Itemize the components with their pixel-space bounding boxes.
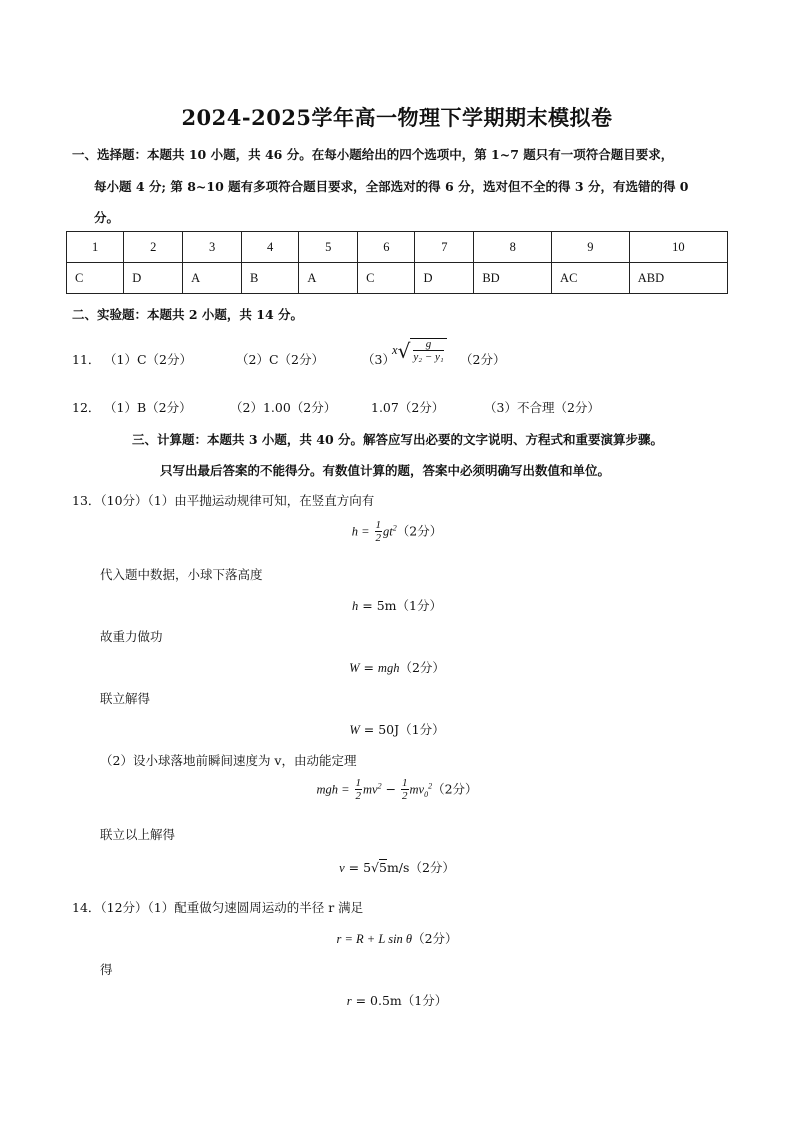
q14-eq2-value: = 0.5m [351, 993, 402, 1008]
answer-cell: BD [474, 263, 552, 294]
question-number-cell: 2 [124, 232, 183, 263]
answer-table-answer-row [67, 263, 728, 294]
sqrt-symbol: √ [371, 860, 379, 875]
answer-cell: B [242, 263, 299, 294]
section1-line3: 分。 [94, 210, 120, 225]
q13-heading: 13．（10分）（1）由平抛运动规律可知，在竖直方向有 [72, 493, 375, 508]
section1-line2: 每小题 4 分; 第 8~10 题有多项符合题目要求，全部选对的得 6 分，选对但不全的得 3 分，有选错的得 0 [94, 179, 689, 194]
answer-cell: C [358, 263, 415, 294]
answer-cell: A [299, 263, 358, 294]
q13-eq5-term2: mv [409, 782, 425, 797]
q13-eq4-var: W [349, 723, 360, 737]
q13-eq3-equals: = [359, 660, 378, 675]
q13-eq2 [0, 596, 794, 614]
q13-eq6-radicand: 5 [379, 860, 387, 875]
q13-text5: 联立以上解得 [100, 827, 176, 842]
q14-heading: 14．（12分）（1）配重做匀速圆周运动的半径 r 满足 [72, 900, 364, 915]
q11-formula-numerator: g [413, 339, 443, 351]
q12-part1: （1）B（2分） [104, 400, 192, 415]
q13-eq5-num1: 1 [355, 777, 362, 789]
q12-part3: （3）不合理（2分） [484, 400, 600, 415]
q13-eq1-right: gt [383, 524, 393, 539]
question-number-cell: 10 [629, 232, 727, 263]
q14-eq1-score: （2分） [412, 931, 458, 946]
q11-part1: （1）C（2分） [104, 352, 192, 367]
page-title: 2024-2025学年高一物理下学期期末模拟卷 [181, 105, 613, 130]
question-number-cell: 9 [552, 232, 630, 263]
question-number-cell: 3 [183, 232, 242, 263]
q13-eq3-expr: mgh [377, 661, 400, 675]
question-number-cell: 1 [67, 232, 124, 263]
q13-eq6-score: （2分） [409, 860, 455, 875]
q13-eq4-value: = 50J [359, 722, 400, 737]
section2-heading: 二、实验题：本题共 2 小题，共 14 分。 [72, 307, 304, 322]
answer-cell: D [415, 263, 474, 294]
q13-eq1-numerator: 1 [375, 519, 382, 531]
q11-formula-sqrt: √ $\frac{g}{\text{y₂ − y₁}}$ [398, 338, 447, 363]
q13-eq3 [0, 658, 794, 676]
q13-text3: 联立解得 [100, 691, 151, 706]
q13-eq1-exponent: 2 [392, 523, 397, 533]
q14-text1: 得 [100, 962, 113, 977]
q12-number: 12． [72, 400, 101, 415]
q13-eq5-num2: 1 [402, 777, 408, 789]
q13-eq5-minus: − [381, 781, 401, 797]
answer-cell: A [183, 263, 242, 294]
q13-eq5-exp2: 2 [428, 781, 433, 791]
q12-part2b: 1.07（2分） [371, 400, 445, 415]
section1-line1: 一、选择题：本题共 10 小题，共 46 分。在每小题给出的四个选项中，第 1~7 题只有一项符合题目要求， [72, 147, 674, 162]
question-number-cell: 6 [358, 232, 415, 263]
q13-eq1-left: h = [351, 524, 370, 539]
q13-eq5-exp1: 2 [377, 781, 382, 791]
answer-cell: C [67, 263, 124, 294]
answer-cell: D [124, 263, 183, 294]
q13-text1: 代入题中数据，小球下落高度 [100, 567, 263, 582]
question-number-cell: 5 [299, 232, 358, 263]
q13-eq5-sub2: 0 [424, 790, 429, 799]
q13-text2: 故重力做功 [100, 629, 163, 644]
q11-part3-score: （2分） [460, 352, 506, 367]
q14-eq2-var: r [346, 994, 352, 1008]
q13-eq6-var: v [339, 861, 345, 875]
answer-cell: AC [552, 263, 630, 294]
q11-formula [392, 338, 447, 363]
q14-eq1 [0, 929, 794, 947]
q14-eq2 [0, 991, 794, 1009]
q11-part2: （2）C（2分） [236, 352, 324, 367]
q13-eq1 [0, 520, 794, 544]
q13-eq1-score: （2分） [396, 523, 443, 539]
q13-eq6 [0, 858, 794, 876]
q13-eq5 [0, 778, 794, 802]
q13-eq5-term1: mv [363, 782, 378, 797]
q13-eq5-den1: 2 [355, 790, 362, 802]
q13-eq2-score: （1分） [396, 598, 442, 613]
question-number-cell: 4 [242, 232, 299, 263]
question-number-cell: 7 [415, 232, 474, 263]
section3-line1: 三、计算题：本题共 3 小题，共 40 分。解答应写出必要的文字说明、方程式和重要演算步骤。 [132, 432, 664, 447]
section3-line2: 只写出最后答案的不能得分。有数值计算的题，答案中必须明确写出数值和单位。 [160, 463, 611, 478]
q13-eq6-coef: = 5 [344, 860, 372, 875]
q12-part2: （2）1.00（2分） [230, 400, 337, 415]
q13-eq3-score: （2分） [399, 660, 445, 675]
q11-number: 11． [72, 352, 101, 367]
q14-eq1-var: r [336, 932, 342, 946]
q13-eq4 [0, 720, 794, 738]
q13-text4: （2）设小球落地前瞬间速度为 v，由动能定理 [100, 753, 357, 768]
q13-eq2-value: = 5m [358, 598, 397, 613]
q13-eq5-left: mgh = [316, 782, 350, 797]
q13-eq2-var: h [352, 599, 359, 613]
q11-formula-denominator: y₂ − y₁ [413, 351, 444, 363]
q11-part3-label: （3） [362, 352, 395, 367]
q13-eq4-score: （1分） [399, 722, 445, 737]
question-number-cell: 8 [474, 232, 552, 263]
q13-eq6-unit: m/s [386, 860, 410, 875]
q13-eq5-den2: 2 [402, 790, 408, 802]
q11-formula-x: x [392, 343, 398, 357]
answer-table [66, 231, 728, 294]
q14-eq2-score: （1分） [401, 993, 448, 1008]
answer-cell: ABD [629, 263, 727, 294]
q13-eq3-var: W [349, 661, 360, 675]
q13-eq5-score: （2分） [432, 781, 478, 797]
q14-eq1-expr: = R + L sin θ [341, 932, 413, 946]
answer-table-header-row [67, 232, 728, 263]
q13-eq1-denominator: 2 [375, 532, 382, 544]
